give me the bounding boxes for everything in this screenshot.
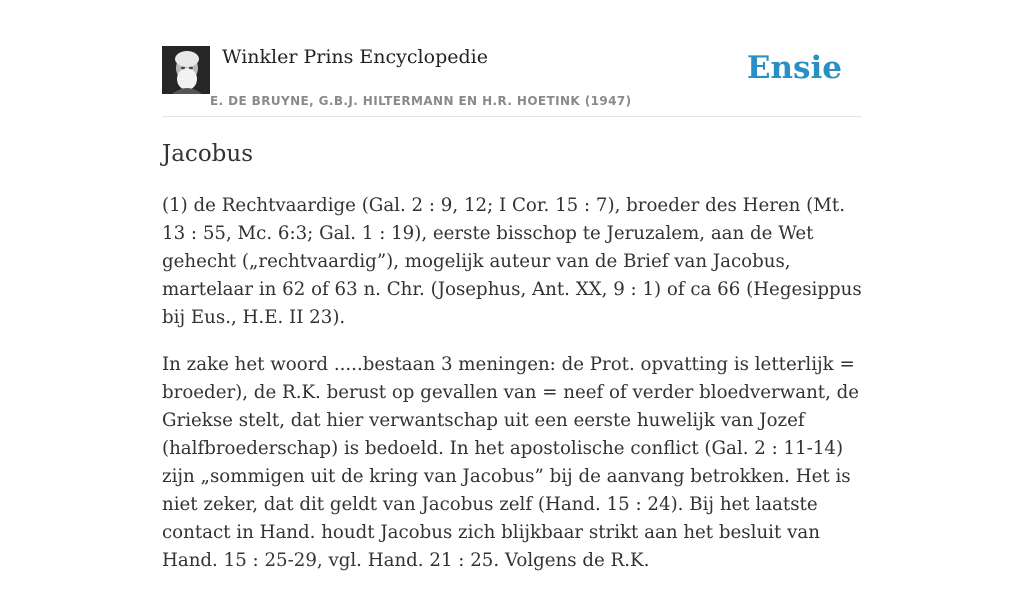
article-body [162, 192, 862, 594]
encyclopedia-title[interactable]: Winkler Prins Encyclopedie [222, 46, 488, 68]
article-title: Jacobus [162, 141, 254, 167]
header [162, 0, 862, 117]
article-paragraph: (1) de Rechtvaardige (Gal. 2 : 9, 12; I Cor. 15 : 7), broeder des Heren (Mt. 13 : 55, Mc. 6:3; Gal. 1 : 19), eerste bisschop te Jeruzalem, aan de Wet gehecht („rechtvaardig”), mogelijk auteur van de Brief van Jacobus, martelaar in 62 of 63 n. Chr. (Josephus, Ant. XX, 9 : 1) of ca 66 (Hegesippus bij Eus., H.E. II 23). [162, 195, 862, 328]
author-portrait-icon[interactable] [162, 46, 210, 94]
ensie-logo[interactable]: Ensie [746, 50, 842, 86]
page [162, 0, 862, 571]
authors-line: E. DE BRUYNE, G.B.J. HILTERMANN EN H.R. HOETINK (1947) [210, 94, 632, 108]
article-paragraph: In zake het woord .....bestaan 3 meningen: de Prot. opvatting is letterlijk = broeder), de R.K. berust op gevallen van = neef of verder bloedverwant, de Griekse stelt, dat hier verwantschap uit een eerste huwelijk van Jozef (halfbroederschap) is bedoeld. In het apostolische conflict (Gal. 2 : 11-14) zijn „sommigen uit de kring van Jacobus” bij de aanvang betrokken. Het is niet zeker, dat dit geldt van Jacobus zelf (Hand. 15 : 24). Bij het laatste contact in Hand. houdt Jacobus zich blijkbaar strikt aan het besluit van Hand. 15 : 25-29, vgl. Hand. 21 : 25. Volgens de R.K. [162, 354, 860, 571]
